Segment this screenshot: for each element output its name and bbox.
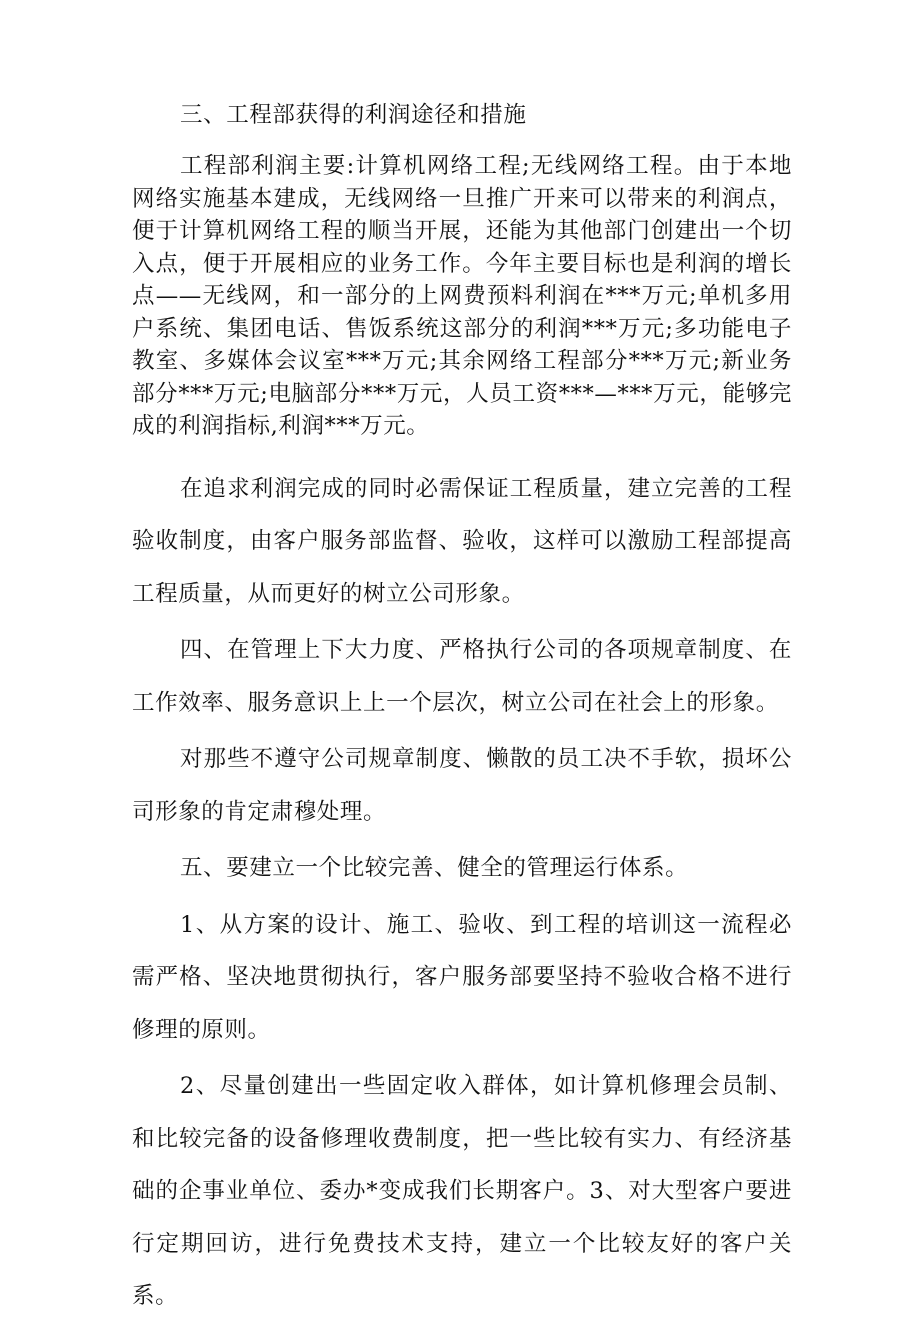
document-body: [132, 94, 792, 1323]
paragraph-quality: 在追求利润完成的同时必需保证工程质量，建立完善的工程验收制度，由客户服务部监督、验收，这样可以激励工程部提高工程质量，从而更好的树立公司形象。: [132, 475, 792, 607]
list-item-2: 2、尽量创建出一些固定收入群体，如计算机修理会员制、和比较完备的设备修理收费制度，把一些比较有实力、有经济基础的企事业单位、委办*变成我们长期客户。3、对大型客户要进行定期回访，进行免费技术支持，建立一个比较友好的客户关系。: [132, 1073, 792, 1309]
list-item-1: 1、从方案的设计、施工、验收、到工程的培训这一流程必需严格、坚决地贯彻执行，客户服务部要坚持不验收合格不进行修理的原则。: [132, 911, 792, 1043]
paragraph-profit-sources: 工程部利润主要:计算机网络工程;无线网络工程。由于本地网络实施基本建成，无线网络一旦推广开来可以带来的利润点，便于计算机网络工程的顺当开展，还能为其他部门创建出一个切入点，便于开展相应的业务工作。今年主要目标也是利润的增长点——无线网，和一部分的上网费预料利润在***万元;单机多用户系统、集团电话、售饭系统这部分的利润***万元;多功能电子教室、多媒体会议室***万元;其余网络工程部分***万元;新业务部分***万元;电脑部分***万元，人员工资***—***万元，能够完成的利润指标,利润***万元。: [132, 153, 792, 439]
section-heading-5: 五、要建立一个比较完善、健全的管理运行体系。: [180, 855, 689, 881]
paragraph-discipline: 对那些不遵守公司规章制度、懒散的员工决不手软，损坏公司形象的肯定肃穆处理。: [132, 746, 792, 825]
section-heading-4: 四、在管理上下大力度、严格执行公司的各项规章制度、在工作效率、服务意识上上一个层次，树立公司在社会上的形象。: [132, 637, 792, 716]
section-heading-3: 三、工程部获得的利润途径和措施: [180, 102, 527, 128]
